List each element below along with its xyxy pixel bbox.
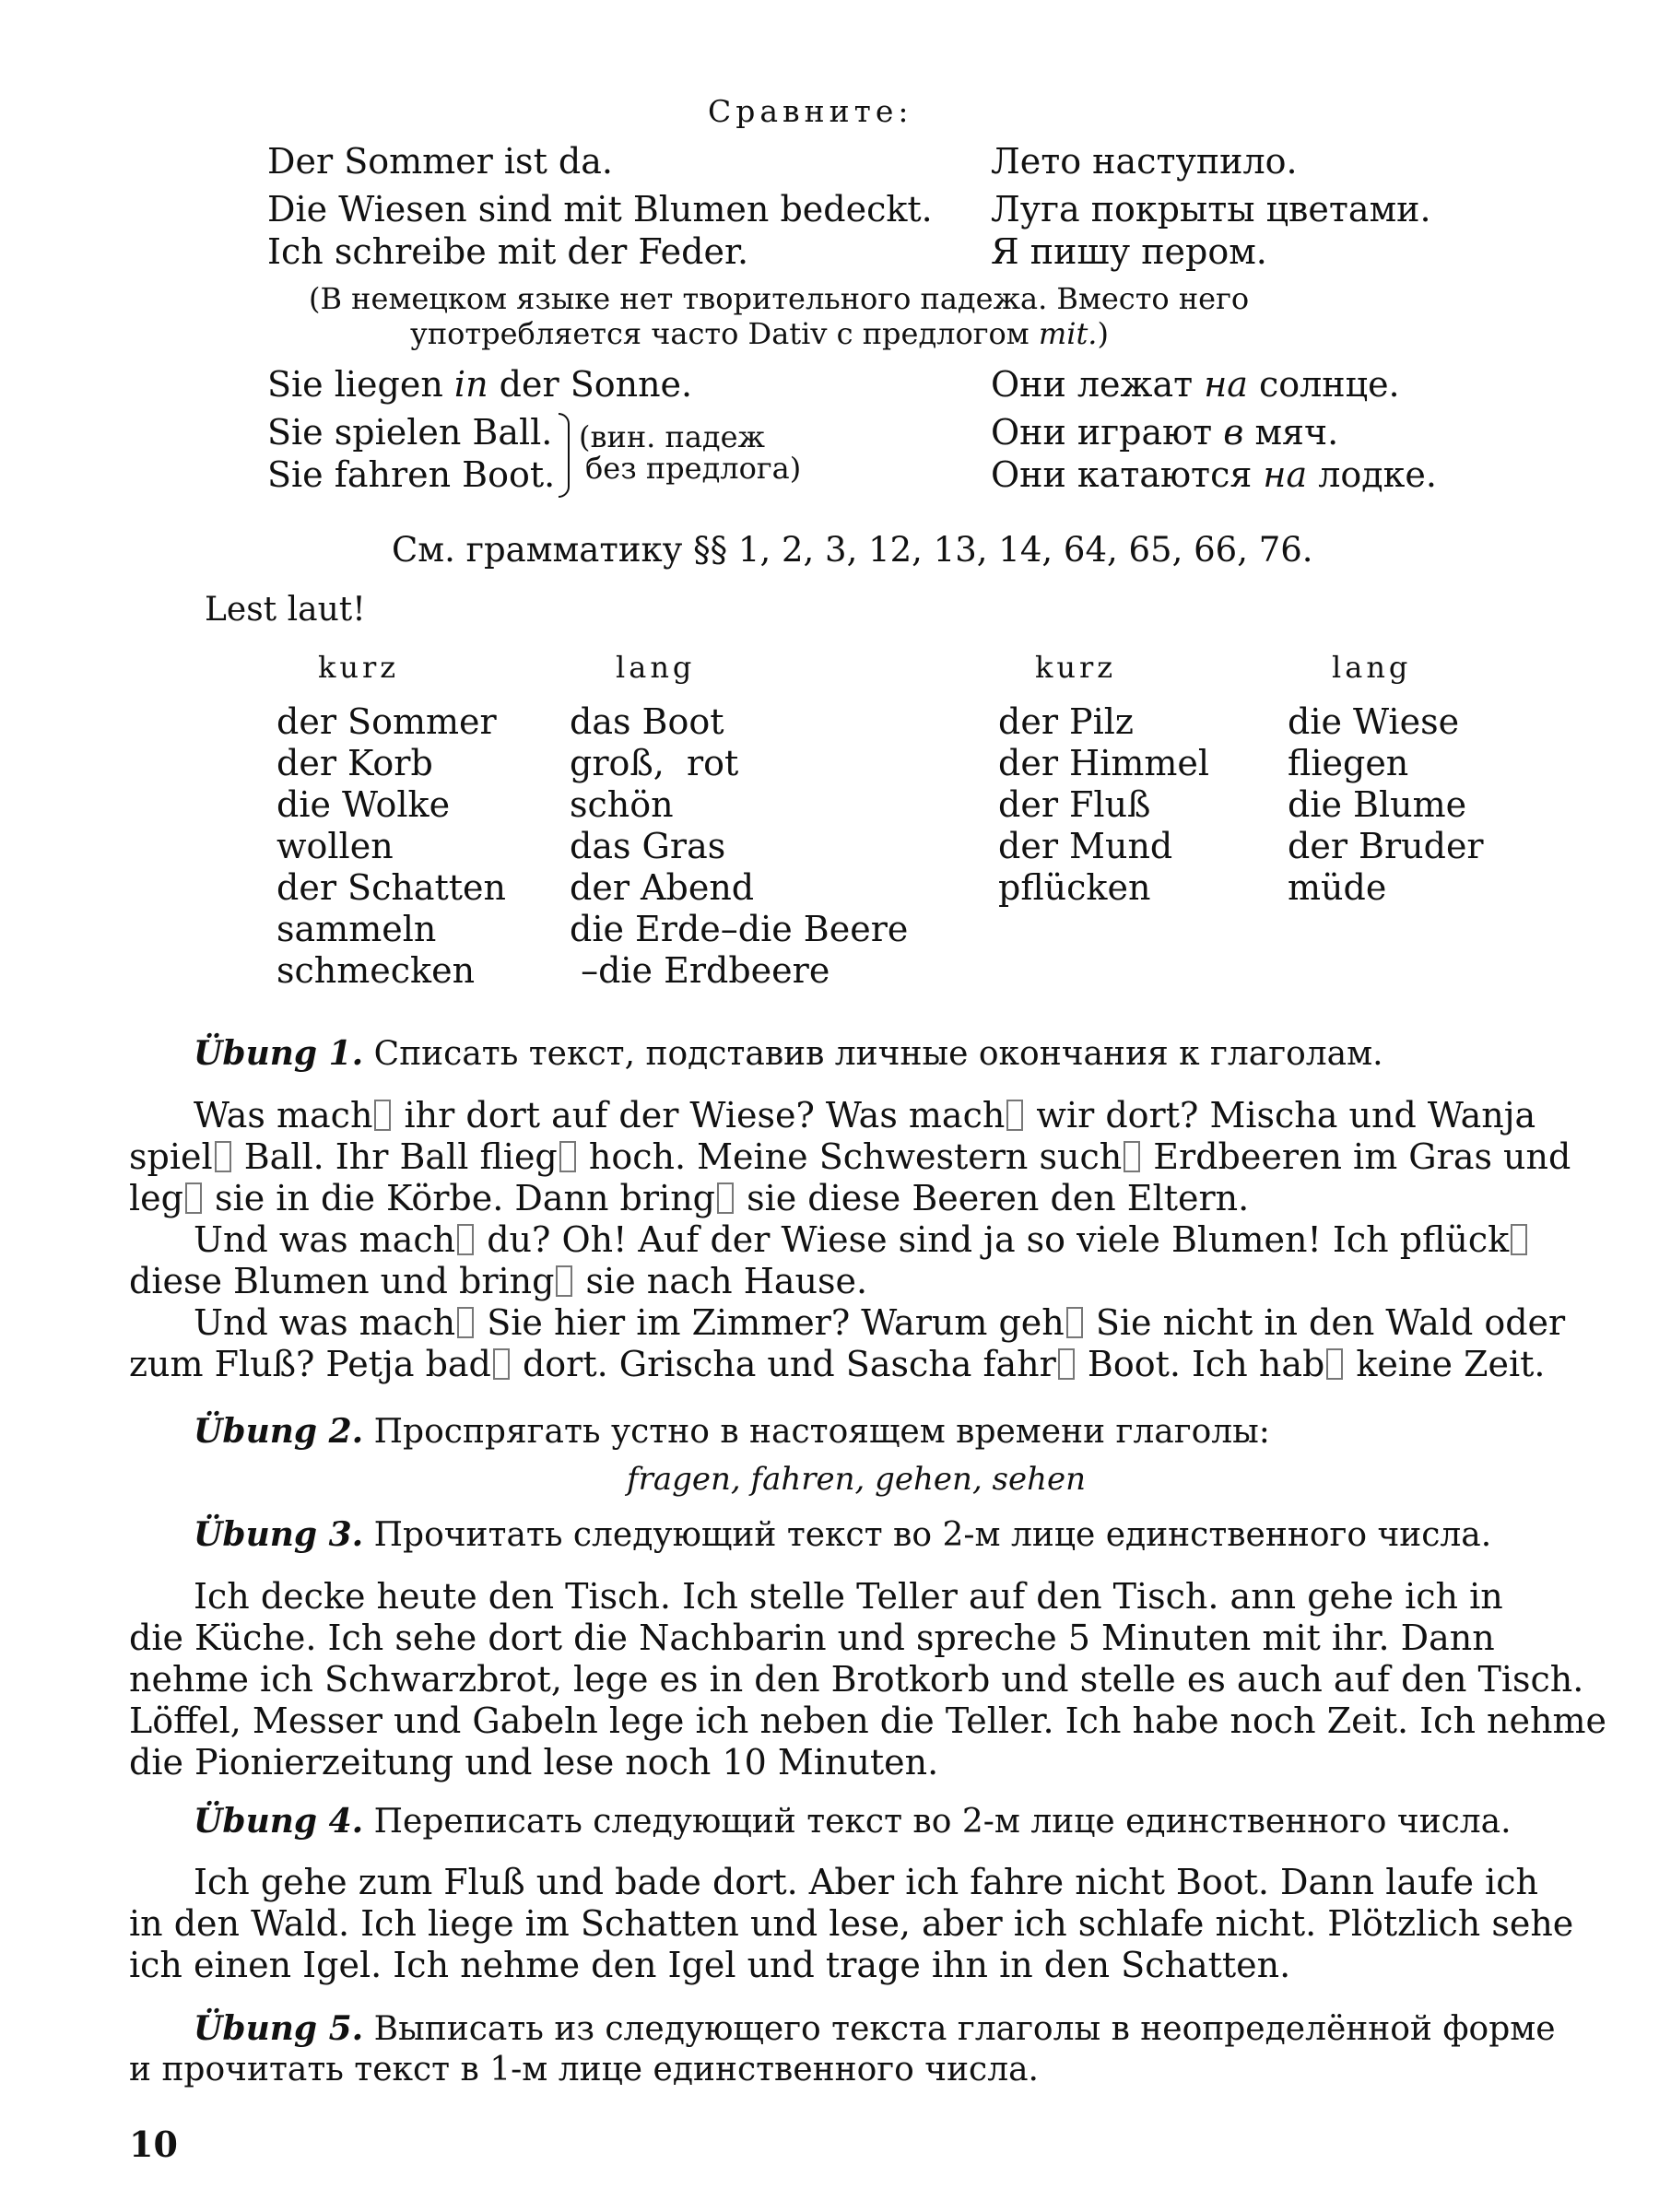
blank-box [717, 1182, 734, 1214]
text-line: Ich gehe zum Fluß und bade dort. Aber ich fahre nicht Boot. Dann laufe ich [194, 1862, 1539, 1902]
text-line [129, 1219, 1599, 1261]
exercise-1-text [129, 1095, 1599, 1385]
t: diese Blumen und bring [129, 1261, 555, 1301]
header-lang-1: lang [616, 650, 696, 685]
text-line: die Pionierzeitung und lese noch 10 Minuten. [129, 1742, 939, 1783]
exercise-2-verbs: fragen, fahren, gehen, sehen [627, 1461, 1087, 1498]
t: sie in die Körbe. Dann bring [203, 1178, 715, 1218]
lest-laut-title: Lest laut! [205, 591, 366, 629]
t: Boot. Ich hab [1076, 1344, 1325, 1384]
t: Erdbeeren im Gras und [1142, 1136, 1571, 1177]
t: dort. Grischa und Sascha fahr [511, 1344, 1056, 1384]
word: fliegen [1288, 743, 1409, 783]
t: spiel [129, 1136, 213, 1177]
t: du? Oh! Auf der Wiese sind ja so viele Blumen! Ich pflück [476, 1219, 1510, 1260]
t: Und was mach [194, 1302, 456, 1343]
exercise-5-task-1: Выписать из следующего текста глаголы в неопределённой форме [363, 2010, 1556, 2048]
brace-note-1: (вин. падеж [579, 419, 765, 454]
exercise-1-task: Списать текст, подставив личные окончания к глаголам. [363, 1035, 1383, 1073]
text-line: nehme ich Schwarzbrot, lege es in den Brotkorb und stelle es auch auf den Tisch. [129, 1659, 1584, 1700]
exercise-4-label: Übung 4. [194, 1802, 364, 1841]
ru5-b: в [1223, 412, 1244, 453]
blank-box [493, 1348, 510, 1380]
exercise-5-label: Übung 5. [194, 2009, 364, 2048]
ru4-b: на [1204, 364, 1248, 405]
word: der Bruder [1288, 826, 1484, 866]
de4-a: Sie liegen [267, 364, 454, 405]
word: der Abend [570, 867, 755, 908]
text-line: ich einen Igel. Ich nehme den Igel und trage ihn in den Schatten. [129, 1945, 1291, 1985]
header-lang-2: lang [1332, 650, 1412, 685]
grammar-note-line2 [410, 316, 1109, 351]
blank-box [1124, 1141, 1140, 1172]
compare-ru-3: Я пишу пером. [991, 231, 1267, 272]
blank-box [1058, 1348, 1075, 1380]
t: keine Zeit. [1345, 1344, 1546, 1384]
t: wir dort? Mischa und Wanja [1025, 1095, 1536, 1135]
word: die Wolke [276, 784, 451, 825]
exercise-5-heading [194, 2009, 1556, 2048]
word: schön [570, 784, 674, 825]
ru5-c: мяч. [1243, 412, 1339, 453]
word: die Blume [1288, 784, 1467, 825]
compare-de-3: Ich schreibe mit der Feder. [267, 231, 749, 272]
word: schmecken [276, 950, 476, 991]
text-line: in den Wald. Ich liege im Schatten und lese, aber ich schlafe nicht. Plötzlich sehe [129, 1903, 1574, 1944]
word: der Sommer [276, 701, 497, 742]
exercise-1-label: Übung 1. [194, 1034, 364, 1073]
t: Und was mach [194, 1219, 456, 1260]
exercise-1-heading [194, 1034, 1383, 1073]
word: müde [1288, 867, 1387, 908]
blank-box [1511, 1224, 1527, 1255]
blank-box [1006, 1100, 1023, 1131]
page-number: 10 [129, 2124, 178, 2165]
blank-box [559, 1141, 576, 1172]
header-kurz-2: kurz [1035, 650, 1117, 685]
text-line [129, 1344, 1599, 1385]
blank-box [185, 1182, 202, 1214]
de4-b: in [453, 364, 488, 405]
ru4-c: солнце. [1247, 364, 1400, 405]
exercise-2-label: Übung 2. [194, 1412, 364, 1451]
blank-box [457, 1307, 474, 1338]
brace-note-2: без предлога) [585, 451, 802, 486]
blank-box [457, 1224, 474, 1255]
exercise-5-task-2: и прочитать текст в 1-м лице единственного числа. [129, 2051, 1039, 2088]
word: der Pilz [998, 701, 1134, 742]
t: Sie nicht in den Wald oder [1084, 1302, 1566, 1343]
compare-de-5: Sie spielen Ball. [267, 412, 553, 453]
text-line [129, 1136, 1599, 1178]
t: Ball. Ihr Ball flieg [232, 1136, 558, 1177]
word: pflücken [998, 867, 1151, 908]
text-line [129, 1095, 1599, 1136]
note-text: употребляется часто Dativ с предлогом [410, 316, 1039, 351]
word: der Korb [276, 743, 433, 783]
exercise-3-text [129, 1576, 1606, 1783]
blank-box [1326, 1348, 1343, 1380]
t: ihr dort auf der Wiese? Was mach [393, 1095, 1006, 1135]
word: der Mund [998, 826, 1173, 866]
word: die Wiese [1288, 701, 1460, 742]
word: der Schatten [276, 867, 507, 908]
header-kurz-1: kurz [318, 650, 400, 685]
grammar-note-line1: (В немецком языке нет творительного падежа. Вместо него [309, 281, 1250, 316]
text-line: Ich decke heute den Tisch. Ich stelle Teller auf den Tisch. ann gehe ich in [194, 1576, 1503, 1617]
word: der Himmel [998, 743, 1210, 783]
blank-box [374, 1100, 391, 1131]
text-line: die Küche. Ich sehe dort die Nachbarin und spreche 5 Minuten mit ihr. Dann [129, 1618, 1495, 1658]
compare-de-1: Der Sommer ist da. [267, 141, 613, 182]
exercise-2-heading [194, 1412, 1270, 1451]
ru5-a: Они играют [991, 412, 1224, 453]
ru4-a: Они лежат [991, 364, 1205, 405]
grammar-reference: См. грамматику §§ 1, 2, 3, 12, 13, 14, 64, 65, 66, 76. [392, 530, 1313, 570]
blank-box [556, 1265, 572, 1297]
word: das Boot [570, 701, 724, 742]
blank-box [1066, 1307, 1083, 1338]
curly-brace-icon [559, 413, 570, 498]
t: sie diese Beeren den Eltern. [735, 1178, 1250, 1218]
text-line [129, 1178, 1599, 1219]
t: leg [129, 1178, 183, 1218]
exercise-4-heading [194, 1802, 1512, 1841]
text-line [129, 1302, 1599, 1344]
note-mit: mit. [1038, 316, 1098, 351]
ru6-a: Они катаются [991, 454, 1264, 495]
compare-heading: Сравните: [708, 93, 913, 129]
exercise-3-task: Прочитать следующий текст во 2-м лице единственного числа. [363, 1516, 1492, 1554]
text-line [129, 1261, 1599, 1302]
exercise-2-task: Проспрягать устно в настоящем времени глаголы: [363, 1413, 1270, 1451]
compare-ru-5 [991, 412, 1339, 453]
ru6-b: на [1263, 454, 1308, 495]
compare-ru-4 [991, 364, 1400, 405]
word: –die Erdbeere [570, 950, 830, 991]
ru6-c: лодке. [1307, 454, 1437, 495]
t: sie nach Hause. [574, 1261, 868, 1301]
word: sammeln [276, 909, 437, 949]
note-close: ) [1097, 316, 1109, 351]
word: groß, rot [570, 743, 739, 783]
t: hoch. Meine Schwestern such [577, 1136, 1123, 1177]
t: Was mach [194, 1095, 373, 1135]
exercise-3-label: Übung 3. [194, 1515, 364, 1554]
compare-ru-1: Лето наступило. [991, 141, 1298, 182]
text-line: Löffel, Messer und Gabeln lege ich neben die Teller. Ich habe noch Zeit. Ich nehme [129, 1700, 1606, 1741]
exercise-4-text [129, 1862, 1599, 1986]
compare-ru-2: Луга покрыты цветами. [991, 189, 1431, 229]
t: Sie hier im Zimmer? Warum geh [476, 1302, 1065, 1343]
t: zum Fluß? Petja bad [129, 1344, 491, 1384]
word: die Erde–die Beere [570, 909, 909, 949]
blank-box [215, 1141, 231, 1172]
word: der Fluß [998, 784, 1151, 825]
compare-ru-6 [991, 454, 1437, 495]
compare-de-4 [267, 364, 693, 405]
exercise-3-heading [194, 1515, 1492, 1554]
compare-de-6: Sie fahren Boot. [267, 454, 556, 495]
word: wollen [276, 826, 394, 866]
exercise-4-task: Переписать следующий текст во 2-м лице единственного числа. [363, 1803, 1512, 1841]
word: das Gras [570, 826, 726, 866]
de4-c: der Sonne. [488, 364, 693, 405]
compare-de-2: Die Wiesen sind mit Blumen bedeckt. [267, 189, 933, 229]
